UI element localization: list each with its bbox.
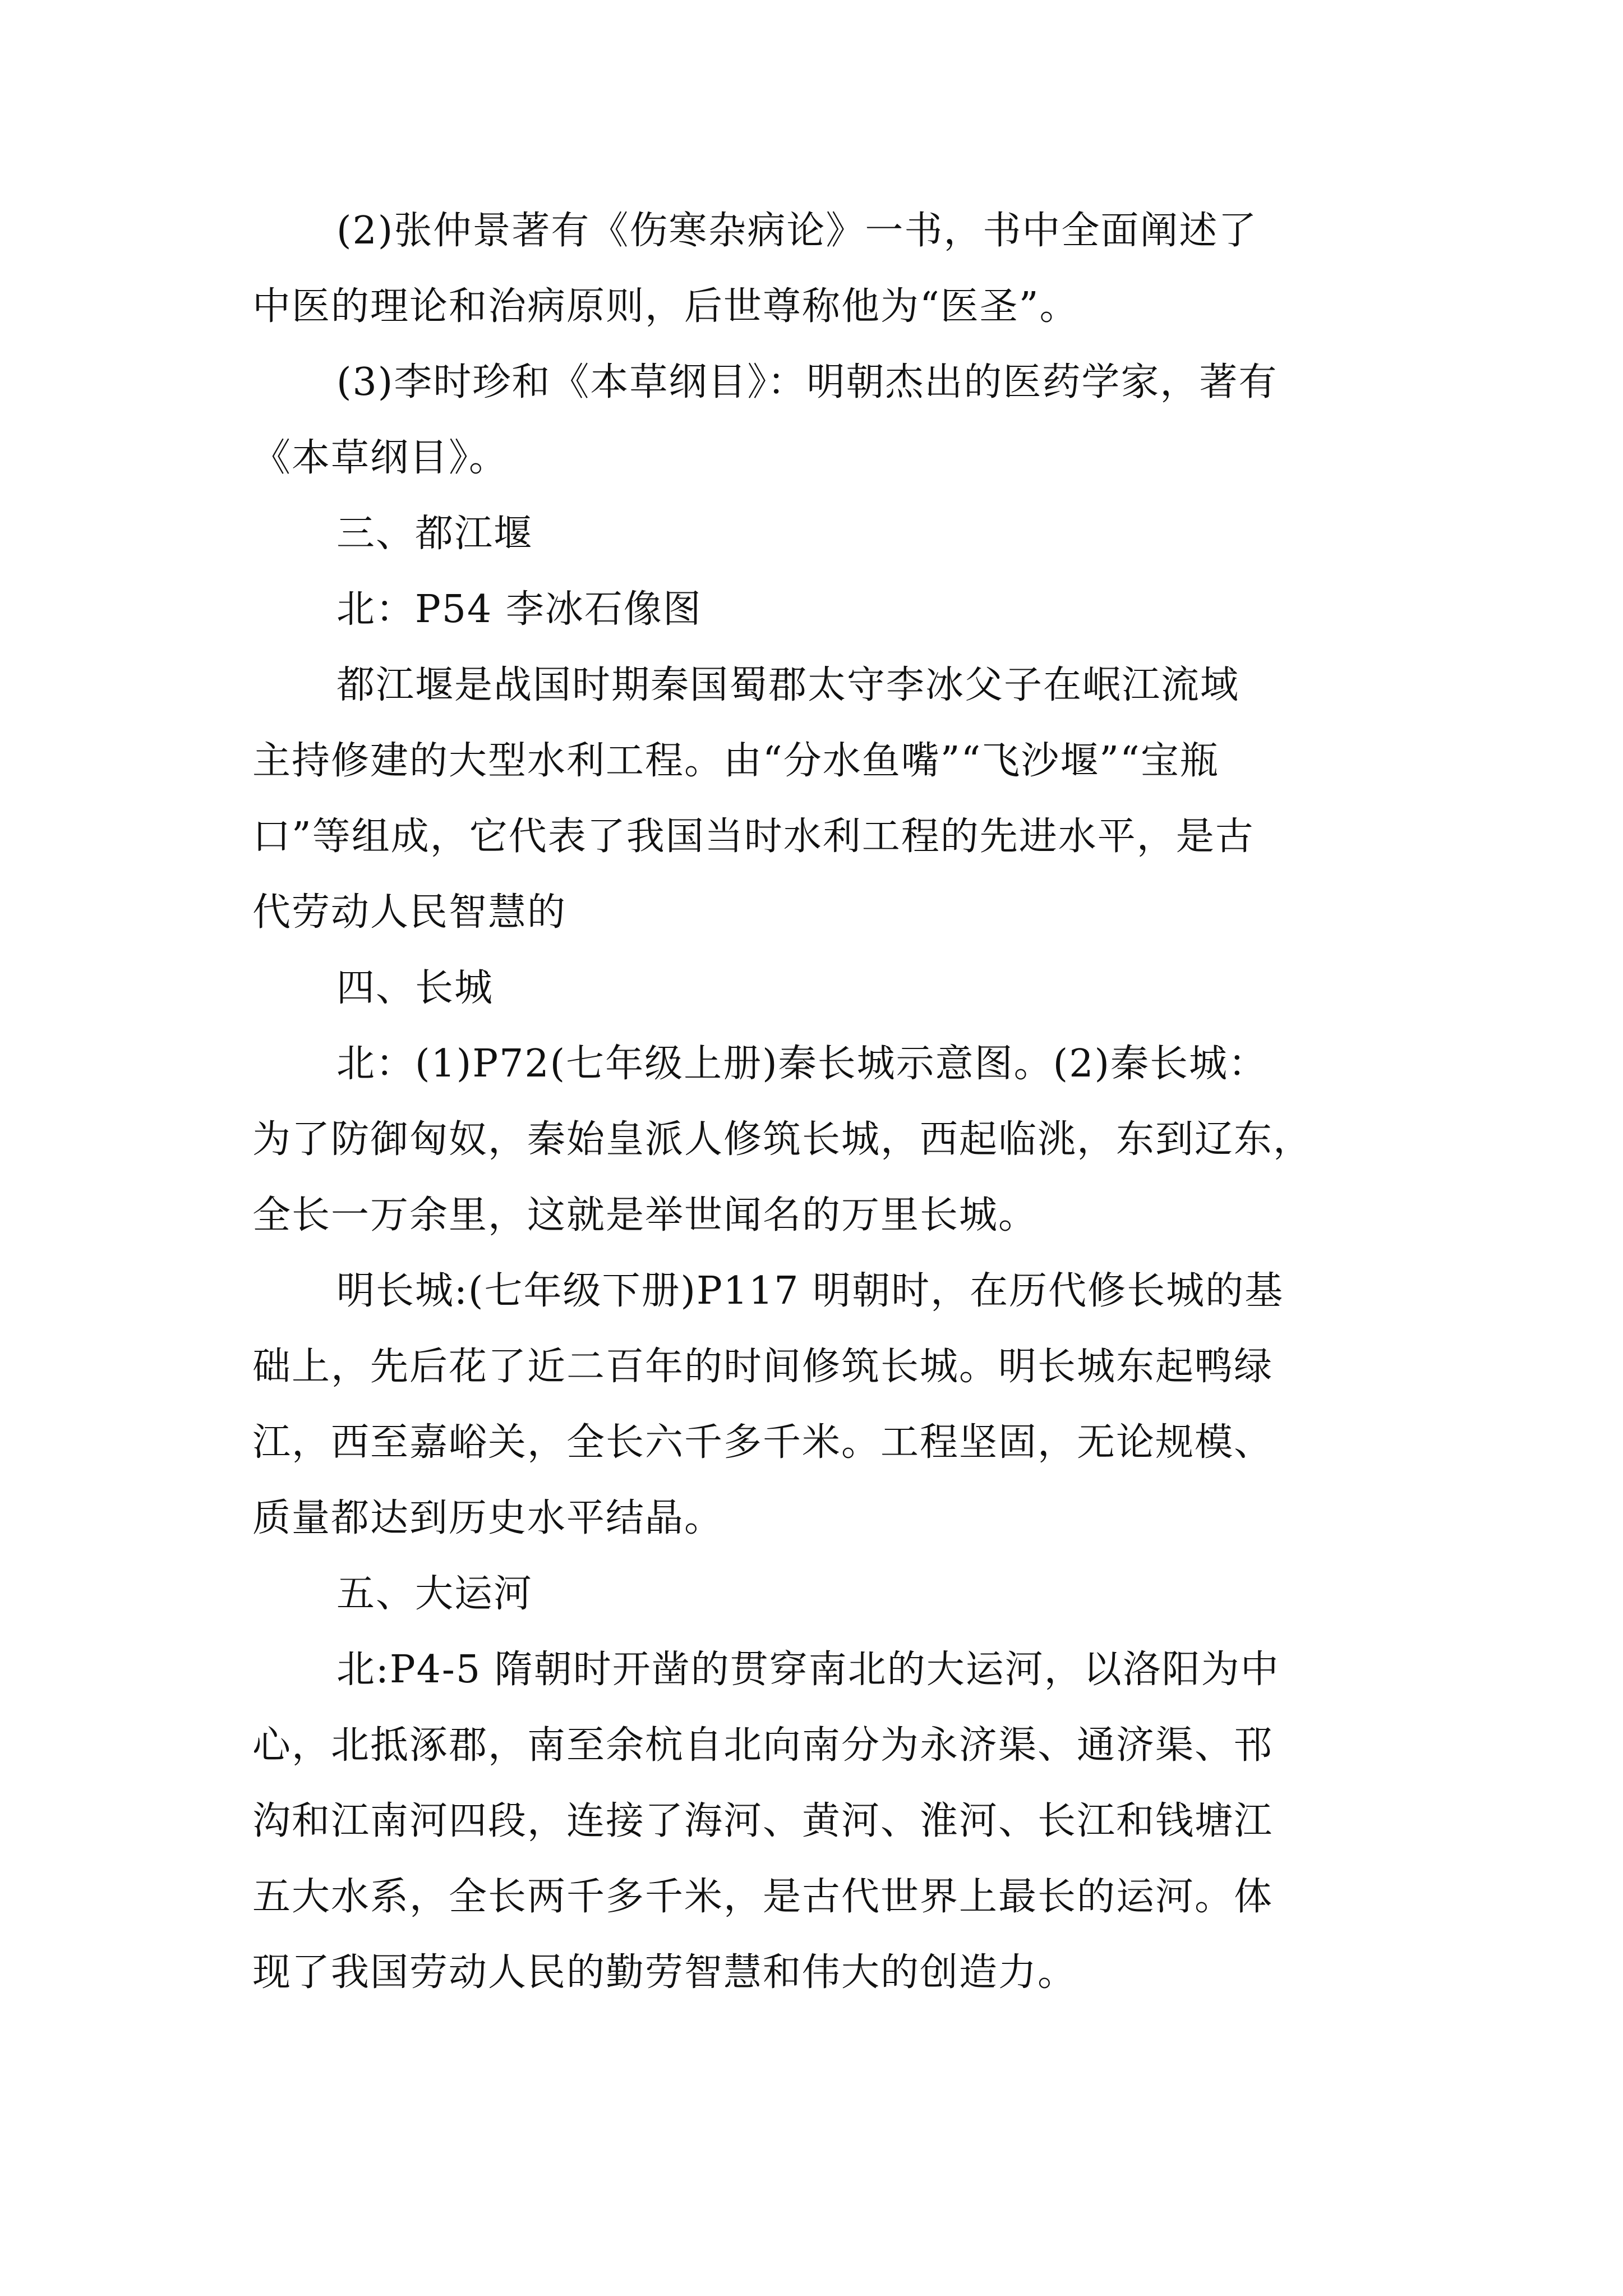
paragraph-qin-wall-line-2: 为了防御匈奴，秦始皇派人修筑长城，西起临洮，东到辽东， (252, 1117, 1313, 1162)
paragraph-grand-canal-line-4: 五大水系，全长两千多千米，是古代世界上最长的运河。体 (252, 1875, 1274, 1919)
paragraph-grand-canal-line-2: 心，北抵涿郡，南至余杭自北向南分为永济渠、通济渠、邗 (252, 1723, 1274, 1768)
paragraph-grand-canal-line-3: 沟和江南河四段，连接了海河、黄河、淮河、长江和钱塘江 (252, 1799, 1274, 1843)
heading-grand-canal: 五、大运河 (336, 1572, 533, 1616)
paragraph-zhang-zhongjing-line-2: 中医的理论和治病原则，后世尊称他为“医圣”。 (252, 284, 1079, 329)
heading-dujiangyan: 三、都江堰 (336, 512, 533, 556)
paragraph-ming-wall-line-2: 础上，先后花了近二百年的时间修筑长城。明长城东起鸭绿 (252, 1345, 1274, 1389)
paragraph-qin-wall-line-3: 全长一万余里，这就是举世闻名的万里长城。 (252, 1193, 1038, 1237)
paragraph-qin-wall-line-1: 北：(1)P72(七年级上册)秦长城示意图。(2)秦长城： (336, 1042, 1267, 1086)
paragraph-grand-canal-line-1: 北:P4-5 隋朝时开凿的贯穿南北的大运河，以洛阳为中 (336, 1648, 1280, 1692)
paragraph-ming-wall-line-4: 质量都达到历史水平结晶。 (252, 1496, 724, 1540)
heading-great-wall: 四、长城 (336, 966, 494, 1010)
paragraph-zhang-zhongjing-line-1: (2)张仲景著有《伤寒杂病论》一书，书中全面阐述了 (336, 209, 1258, 253)
paragraph-dujiangyan-line-3: 口”等组成，它代表了我国当时水利工程的先进水平，是古 (252, 815, 1255, 859)
paragraph-dujiangyan-line-4: 代劳动人民智慧的 (252, 890, 567, 935)
paragraph-li-shizhen-line-1: (3)李时珍和《本草纲目》：明朝杰出的医药学家，著有 (336, 360, 1278, 404)
reference-li-bing-statue: 北：P54 李冰石像图 (336, 587, 702, 632)
paragraph-dujiangyan-line-1: 都江堰是战国时期秦国蜀郡太守李冰父子在岷江流域 (336, 663, 1240, 707)
paragraph-dujiangyan-line-2: 主持修建的大型水利工程。由“分水鱼嘴”“飞沙堰”“宝瓶 (252, 739, 1219, 783)
paragraph-li-shizhen-line-2: 《本草纲目》。 (252, 436, 509, 480)
paragraph-ming-wall-line-3: 江，西至嘉峪关，全长六千多千米。工程坚固，无论规模、 (252, 1420, 1274, 1465)
paragraph-ming-wall-line-1: 明长城:(七年级下册)P117 明朝时，在历代修长城的基 (336, 1269, 1284, 1313)
paragraph-grand-canal-line-5: 现了我国劳动人民的勤劳智慧和伟大的创造力。 (252, 1950, 1077, 1995)
